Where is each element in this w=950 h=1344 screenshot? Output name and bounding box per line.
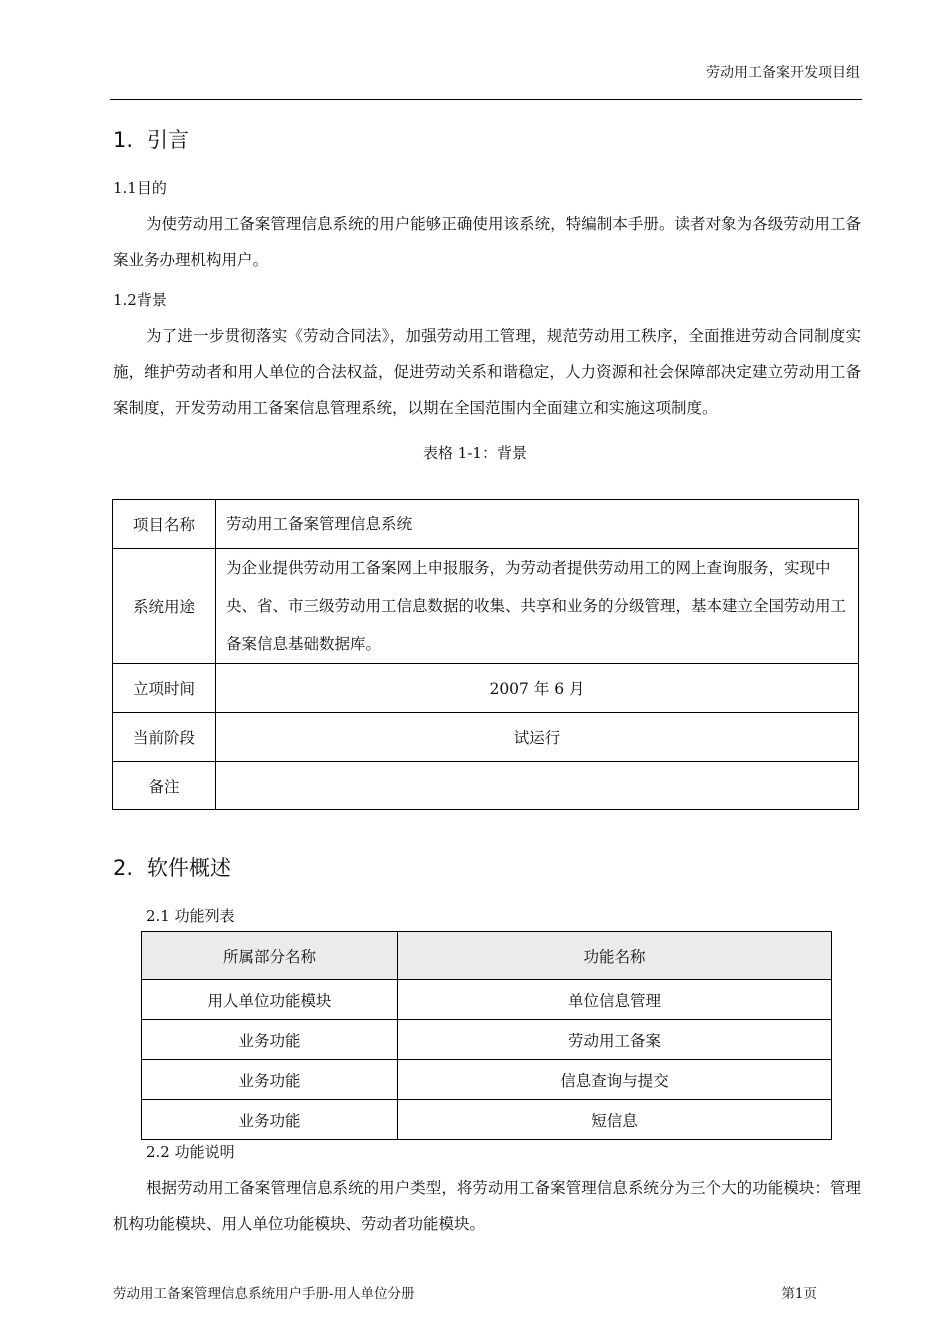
subsection-2-2-text: 根据劳动用工备案管理信息系统的用户类型，将劳动用工备案管理信息系统分为三个大的功能模块：管理机构功能模块、用人单位功能模块、劳动者功能模块。	[113, 1179, 861, 1233]
section-2-heading	[113, 852, 231, 882]
section-1-title: 引言	[147, 128, 189, 152]
table-key-cell: 当前阶段	[113, 713, 216, 762]
table-key-cell: 立项时间	[113, 664, 216, 713]
subsection-1-1-title: 1.1目的	[113, 179, 167, 197]
table-value-cell: 2007 年 6 月	[216, 664, 859, 713]
section-2-title: 软件概述	[147, 856, 231, 880]
table-row	[113, 713, 859, 762]
column-header: 功能名称	[398, 932, 832, 980]
table-row	[142, 980, 832, 1020]
table-cell: 短信息	[398, 1100, 832, 1140]
section-1-heading	[113, 124, 189, 154]
header-divider	[110, 99, 862, 100]
table-cell: 业务功能	[142, 1020, 398, 1060]
table-cell: 单位信息管理	[398, 980, 832, 1020]
function-list-table	[141, 931, 832, 1140]
table-cell: 信息查询与提交	[398, 1060, 832, 1100]
table-header-row	[142, 932, 832, 980]
table-row	[113, 664, 859, 713]
table-row	[142, 1060, 832, 1100]
subsection-1-2-title: 1.2背景	[113, 291, 167, 309]
page-header-title: 劳动用工备案开发项目组	[706, 65, 860, 81]
table-key-cell: 备注	[113, 762, 216, 810]
table-cell: 业务功能	[142, 1060, 398, 1100]
footer-page-number: 第1页	[781, 1286, 817, 1302]
subsection-2-1-title: 2.1 功能列表	[146, 907, 235, 925]
table-row	[142, 1100, 832, 1140]
table-row	[113, 500, 859, 549]
table-key-cell: 系统用途	[113, 549, 216, 664]
background-table	[112, 499, 859, 810]
column-header: 所属部分名称	[142, 932, 398, 980]
table-cell: 用人单位功能模块	[142, 980, 398, 1020]
table-value-cell: 试运行	[216, 713, 859, 762]
table-row	[142, 1020, 832, 1060]
subsection-1-2-text: 为了进一步贯彻落实《劳动合同法》，加强劳动用工管理，规范劳动用工秩序，全面推进劳动合同制度实施，维护劳动者和用人单位的合法权益，促进劳动关系和谐稳定，人力资源和社会保障部决定建立劳动用工备案制度，开发劳动用工备案信息管理系统，以期在全国范围内全面建立和实施这项制度。	[113, 327, 861, 417]
table-cell: 劳动用工备案	[398, 1020, 832, 1060]
subsection-2-2-title: 2.2 功能说明	[146, 1143, 235, 1161]
section-2-number: 2.	[113, 856, 134, 880]
footer-document-title: 劳动用工备案管理信息系统用户手册-用人单位分册	[113, 1286, 415, 1302]
table-row	[113, 549, 859, 664]
table-value-cell: 为企业提供劳动用工备案网上申报服务，为劳动者提供劳动用工的网上查询服务，实现中央、省、市三级劳动用工信息数据的收集、共享和业务的分级管理，基本建立全国劳动用工备案信息基础数据库。	[216, 549, 859, 664]
subsection-1-1-text: 为使劳动用工备案管理信息系统的用户能够正确使用该系统，特编制本手册。读者对象为各级劳动用工备案业务办理机构用户。	[113, 215, 861, 269]
table-cell: 业务功能	[142, 1100, 398, 1140]
table-row	[113, 762, 859, 810]
table-caption: 表格 1-1：背景	[423, 444, 527, 462]
section-1-number: 1.	[113, 128, 134, 152]
table-value-cell	[216, 762, 859, 810]
table-key-cell: 项目名称	[113, 500, 216, 549]
table-value-cell: 劳动用工备案管理信息系统	[216, 500, 859, 549]
